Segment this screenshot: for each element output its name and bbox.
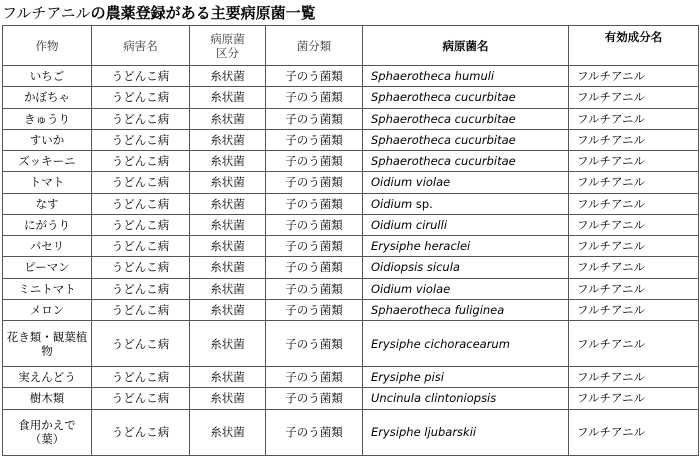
cell-class: 子のう菌類 xyxy=(266,108,363,129)
cell-ingredient: フルチアニル xyxy=(569,108,699,129)
header-ingredient: 有効成分名 xyxy=(569,26,699,66)
cell-crop: 食用かえで（葉） xyxy=(3,409,92,455)
cell-ingredient: フルチアニル xyxy=(569,129,699,150)
header-disease: 病害名 xyxy=(92,26,190,66)
cell-crop: かぼちゃ xyxy=(3,87,92,108)
cell-disease: うどんこ病 xyxy=(92,236,190,257)
header-pathogen: 病原菌名 xyxy=(363,26,569,66)
cell-crop: 実えんどう xyxy=(3,367,92,388)
table-row xyxy=(3,257,699,278)
cell-disease: うどんこ病 xyxy=(92,409,190,455)
header-class: 菌分類 xyxy=(266,26,363,66)
cell-pathogen xyxy=(363,278,569,299)
cell-disease: うどんこ病 xyxy=(92,129,190,150)
cell-pathogen xyxy=(363,321,569,367)
cell-ingredient: フルチアニル xyxy=(569,321,699,367)
table-row xyxy=(3,129,699,150)
cell-pathogen xyxy=(363,108,569,129)
header-category-line1: 病原菌 xyxy=(210,31,245,46)
cell-pathogen xyxy=(363,87,569,108)
cell-crop: ズッキーニ xyxy=(3,151,92,172)
cell-class: 子のう菌類 xyxy=(266,367,363,388)
cell-crop: ピーマン xyxy=(3,257,92,278)
page-title xyxy=(2,2,316,24)
table-row xyxy=(3,367,699,388)
pathogen-name: Oidium cirulli xyxy=(371,217,448,232)
table-row xyxy=(3,236,699,257)
table-row xyxy=(3,299,699,320)
pathogen-name: Oidium xyxy=(371,196,413,211)
cell-class: 子のう菌類 xyxy=(266,321,363,367)
cell-category: 糸状菌 xyxy=(190,299,266,320)
cell-disease: うどんこ病 xyxy=(92,367,190,388)
cell-class: 子のう菌類 xyxy=(266,172,363,193)
cell-disease: うどんこ病 xyxy=(92,151,190,172)
cell-ingredient: フルチアニル xyxy=(569,388,699,409)
pathogen-name: Oidium violae xyxy=(371,175,451,190)
cell-crop: にがうり xyxy=(3,214,92,235)
cell-disease: うどんこ病 xyxy=(92,108,190,129)
pathogen-name: Oidium violae xyxy=(371,281,451,296)
cell-class: 子のう菌類 xyxy=(266,257,363,278)
cell-class: 子のう菌類 xyxy=(266,214,363,235)
cell-pathogen xyxy=(363,388,569,409)
cell-class: 子のう菌類 xyxy=(266,236,363,257)
cell-category: 糸状菌 xyxy=(190,278,266,299)
cell-pathogen xyxy=(363,129,569,150)
cell-crop: 花き類・観葉植物 xyxy=(3,321,92,367)
pathogen-name: Erysiphe ljubarskii xyxy=(371,425,477,439)
cell-ingredient: フルチアニル xyxy=(569,214,699,235)
table-row xyxy=(3,409,699,455)
cell-crop: すいか xyxy=(3,129,92,150)
page-title-text: の農薬登録がある主要病原菌一覧 xyxy=(90,4,316,22)
cell-category: 糸状菌 xyxy=(190,193,266,214)
pathogen-name: Erysiphe pisi xyxy=(371,370,444,385)
cell-crop: ミニトマト xyxy=(3,278,92,299)
cell-disease: うどんこ病 xyxy=(92,172,190,193)
cell-ingredient: フルチアニル xyxy=(569,87,699,108)
header-category xyxy=(190,26,266,66)
pathogen-name: Sphaerotheca cucurbitae xyxy=(371,132,516,147)
cell-class: 子のう菌類 xyxy=(266,129,363,150)
cell-category: 糸状菌 xyxy=(190,66,266,87)
cell-category: 糸状菌 xyxy=(190,257,266,278)
table-row xyxy=(3,108,699,129)
table-row xyxy=(3,66,699,87)
table-row xyxy=(3,388,699,409)
pathogen-suffix: sp. xyxy=(412,196,433,211)
cell-category: 糸状菌 xyxy=(190,108,266,129)
cell-category: 糸状菌 xyxy=(190,172,266,193)
cell-pathogen xyxy=(363,66,569,87)
cell-class: 子のう菌類 xyxy=(266,66,363,87)
cell-ingredient: フルチアニル xyxy=(569,66,699,87)
header-category-line2: 区分 xyxy=(216,45,239,60)
cell-category: 糸状菌 xyxy=(190,388,266,409)
cell-category: 糸状菌 xyxy=(190,151,266,172)
cell-pathogen xyxy=(363,214,569,235)
cell-pathogen xyxy=(363,172,569,193)
cell-pathogen xyxy=(363,151,569,172)
cell-disease: うどんこ病 xyxy=(92,66,190,87)
cell-ingredient: フルチアニル xyxy=(569,367,699,388)
cell-crop: トマト xyxy=(3,172,92,193)
cell-class: 子のう菌類 xyxy=(266,278,363,299)
cell-class: 子のう菌類 xyxy=(266,151,363,172)
cell-ingredient: フルチアニル xyxy=(569,236,699,257)
pathogen-name: Sphaerotheca cucurbitae xyxy=(371,111,516,126)
cell-category: 糸状菌 xyxy=(190,129,266,150)
cell-ingredient: フルチアニル xyxy=(569,257,699,278)
pathogen-name: Erysiphe cichoracearum xyxy=(371,336,510,351)
cell-disease: うどんこ病 xyxy=(92,321,190,367)
pathogen-name: Erysiphe heraclei xyxy=(371,239,471,254)
pathogen-name: Oidiopsis sicula xyxy=(371,260,460,275)
cell-crop: メロン xyxy=(3,299,92,320)
cell-class: 子のう菌類 xyxy=(266,409,363,455)
cell-ingredient: フルチアニル xyxy=(569,299,699,320)
cell-ingredient: フルチアニル xyxy=(569,151,699,172)
cell-disease: うどんこ病 xyxy=(92,193,190,214)
cell-pathogen xyxy=(363,193,569,214)
cell-category: 糸状菌 xyxy=(190,87,266,108)
cell-disease: うどんこ病 xyxy=(92,388,190,409)
pathogen-name: Sphaerotheca fuliginea xyxy=(371,302,505,317)
cell-crop: いちご xyxy=(3,66,92,87)
cell-crop: きゅうり xyxy=(3,108,92,129)
pathogen-table xyxy=(2,25,699,456)
cell-ingredient: フルチアニル xyxy=(569,278,699,299)
header-crop: 作物 xyxy=(3,26,92,66)
cell-ingredient: フルチアニル xyxy=(569,193,699,214)
cell-pathogen xyxy=(363,299,569,320)
pathogen-name: Sphaerotheca cucurbitae xyxy=(371,154,516,169)
cell-pathogen xyxy=(363,257,569,278)
cell-category: 糸状菌 xyxy=(190,236,266,257)
cell-category: 糸状菌 xyxy=(190,367,266,388)
cell-pathogen xyxy=(363,367,569,388)
table-row xyxy=(3,151,699,172)
cell-disease: うどんこ病 xyxy=(92,87,190,108)
table-row xyxy=(3,214,699,235)
table-row xyxy=(3,87,699,108)
pathogen-name: Sphaerotheca humuli xyxy=(371,69,495,84)
table-row xyxy=(3,172,699,193)
pathogen-name: Uncinula clintoniopsis xyxy=(371,391,497,406)
cell-ingredient: フルチアニル xyxy=(569,409,699,455)
cell-crop: なす xyxy=(3,193,92,214)
pathogen-name: Sphaerotheca cucurbitae xyxy=(371,90,516,105)
cell-disease: うどんこ病 xyxy=(92,257,190,278)
table-row xyxy=(3,321,699,367)
cell-class: 子のう菌類 xyxy=(266,299,363,320)
cell-disease: うどんこ病 xyxy=(92,299,190,320)
cell-disease: うどんこ病 xyxy=(92,278,190,299)
cell-ingredient: フルチアニル xyxy=(569,172,699,193)
cell-category: 糸状菌 xyxy=(190,214,266,235)
table-row xyxy=(3,193,699,214)
cell-class: 子のう菌類 xyxy=(266,388,363,409)
table-row xyxy=(3,278,699,299)
cell-pathogen xyxy=(363,409,569,455)
cell-pathogen xyxy=(363,236,569,257)
cell-crop: パセリ xyxy=(3,236,92,257)
cell-category: 糸状菌 xyxy=(190,321,266,367)
cell-crop: 樹木類 xyxy=(3,388,92,409)
table-body xyxy=(3,66,699,456)
cell-category: 糸状菌 xyxy=(190,409,266,455)
cell-disease: うどんこ病 xyxy=(92,214,190,235)
table-header-row xyxy=(3,26,699,66)
cell-class: 子のう菌類 xyxy=(266,193,363,214)
cell-class: 子のう菌類 xyxy=(266,87,363,108)
page-title-ingredient: フルチアニル xyxy=(2,4,91,22)
